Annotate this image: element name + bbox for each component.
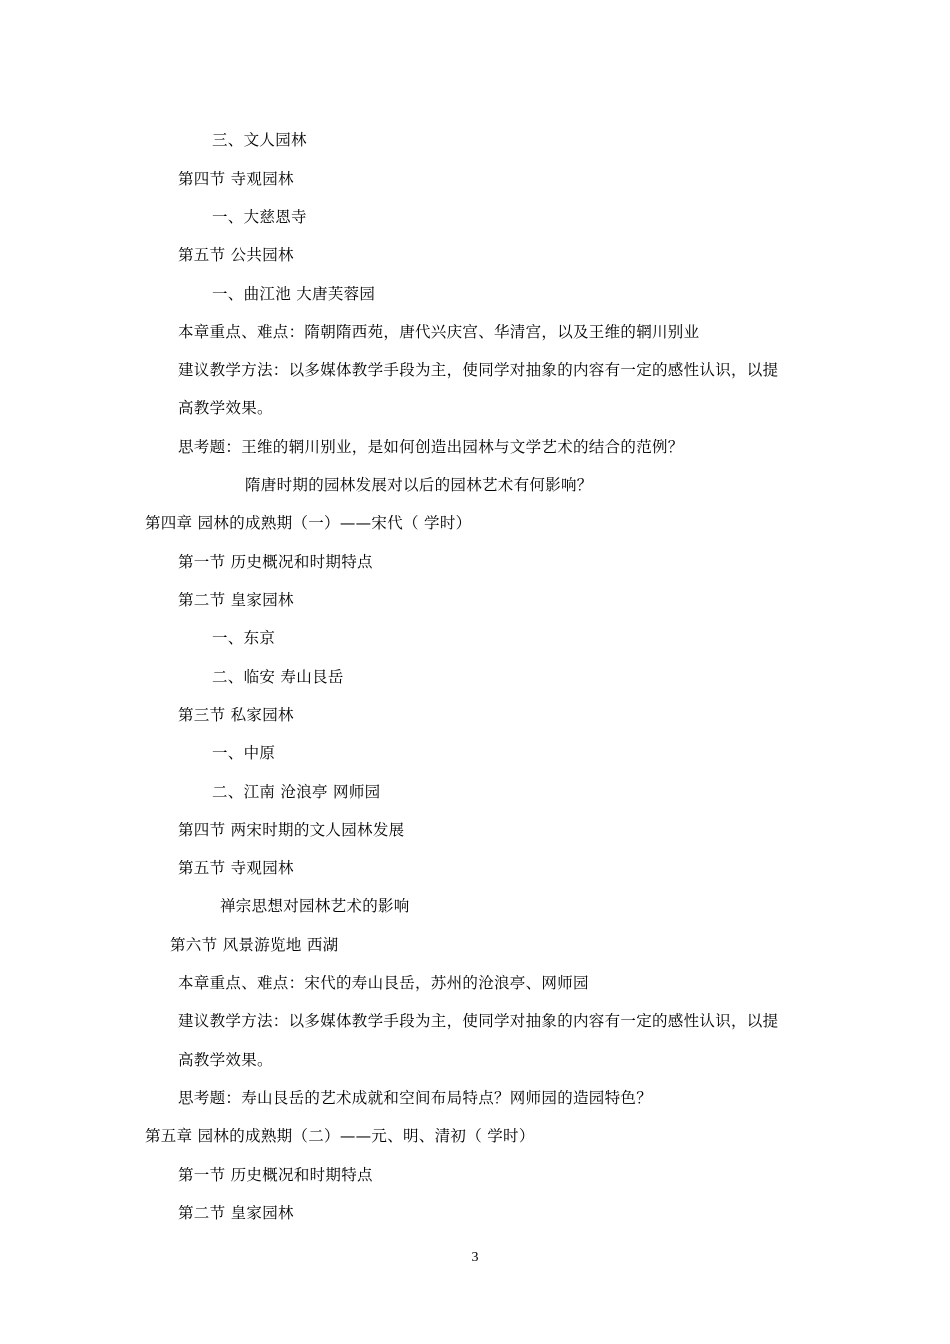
section-heading: 第六节 风景游览地 西湖 — [170, 936, 339, 954]
sub-item: 禅宗思想对园林艺术的影响 — [220, 897, 410, 915]
sub-item: 一、东京 — [212, 629, 276, 647]
sub-item: 一、大慈恩寺 — [212, 208, 307, 226]
teaching-method-cont: 高教学效果。 — [178, 1051, 273, 1069]
chapter-heading: 第五章 园林的成熟期（二）——元、明、清初（ 学时） — [145, 1127, 535, 1145]
section-heading: 第三节 私家园林 — [178, 706, 294, 724]
sub-item: 二、临安 寿山艮岳 — [212, 668, 344, 686]
question: 思考题：寿山艮岳的艺术成就和空间布局特点？网师园的造园特色？ — [178, 1089, 653, 1107]
section-heading: 第二节 皇家园林 — [178, 591, 294, 609]
page-number: 3 — [471, 1250, 479, 1265]
key-points: 本章重点、难点：宋代的寿山艮岳，苏州的沧浪亭、网师园 — [178, 974, 589, 992]
section-heading: 第一节 历史概况和时期特点 — [178, 553, 373, 571]
key-points: 本章重点、难点：隋朝隋西苑，唐代兴庆宫、华清宫，以及王维的辋川别业 — [178, 323, 700, 341]
teaching-method: 建议教学方法：以多媒体教学手段为主，使同学对抽象的内容有一定的感性认识，以提 — [178, 1012, 779, 1030]
section-heading: 第二节 皇家园林 — [178, 1204, 294, 1222]
sub-item: 一、曲江池 大唐芙蓉园 — [212, 285, 376, 303]
question: 思考题：王维的辋川别业，是如何创造出园林与文学艺术的结合的范例？ — [178, 438, 684, 456]
teaching-method: 建议教学方法：以多媒体教学手段为主，使同学对抽象的内容有一定的感性认识，以提 — [178, 361, 779, 379]
sub-item: 二、江南 沧浪亭 网师园 — [212, 783, 381, 801]
section-heading: 第四节 两宋时期的文人园林发展 — [178, 821, 405, 839]
chapter-heading: 第四章 园林的成熟期（一）——宋代（ 学时） — [145, 514, 472, 532]
section-heading: 第五节 公共园林 — [178, 246, 294, 264]
section-heading: 第五节 寺观园林 — [178, 859, 294, 877]
section-heading: 第四节 寺观园林 — [178, 170, 294, 188]
sub-item: 一、中原 — [212, 744, 276, 762]
sub-item: 三、文人园林 — [212, 131, 307, 149]
question-cont: 隋唐时期的园林发展对以后的园林艺术有何影响？ — [245, 476, 593, 494]
teaching-method-cont: 高教学效果。 — [178, 399, 273, 417]
section-heading: 第一节 历史概况和时期特点 — [178, 1166, 373, 1184]
